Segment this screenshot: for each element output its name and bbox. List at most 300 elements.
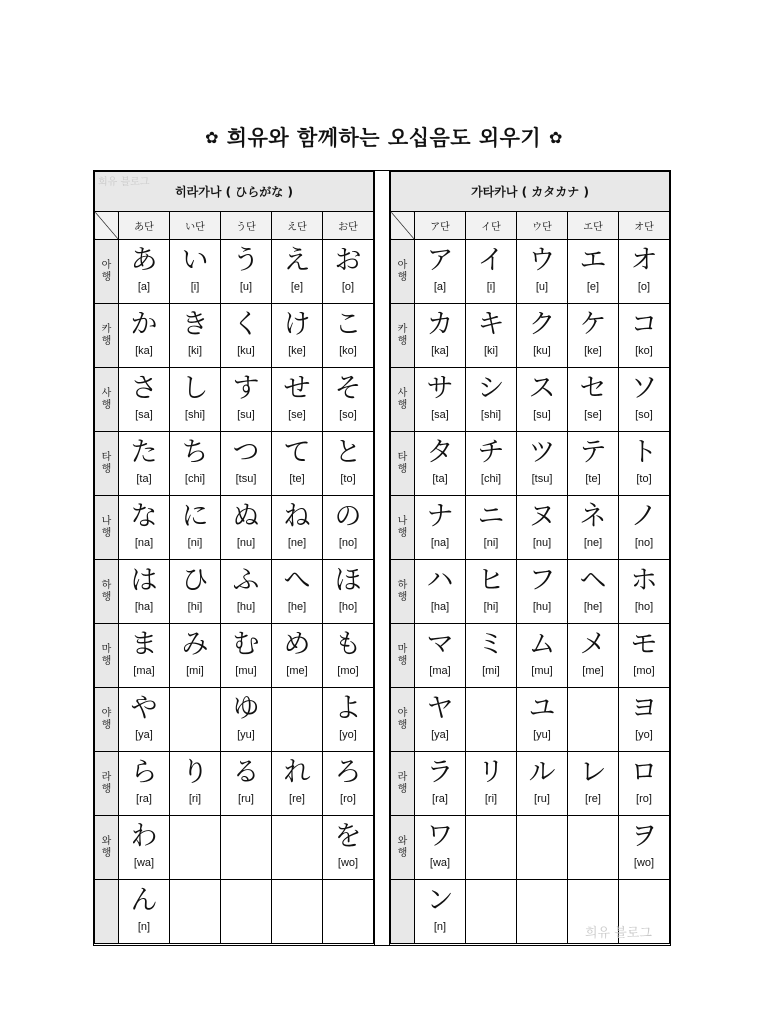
kana-glyph: ル bbox=[528, 757, 556, 788]
hiragana-grid bbox=[94, 171, 374, 944]
kana-glyph: よ bbox=[334, 693, 362, 724]
romanization: [ho] bbox=[634, 601, 654, 613]
kana-cell bbox=[466, 624, 517, 688]
kana-glyph: つ bbox=[232, 437, 260, 468]
row-label bbox=[391, 368, 415, 432]
kana-glyph: め bbox=[283, 629, 311, 660]
row-label-text: 라행 bbox=[397, 771, 408, 795]
kana-glyph: モ bbox=[630, 629, 658, 660]
kana-cell bbox=[119, 624, 170, 688]
kana-glyph: ソ bbox=[630, 373, 658, 404]
row-label-text: 라행 bbox=[101, 771, 112, 795]
romanization: [hu] bbox=[532, 601, 552, 613]
kana-glyph: ア bbox=[426, 245, 454, 276]
kana-cell bbox=[466, 432, 517, 496]
kana-cell bbox=[272, 752, 323, 816]
romanization: [mu] bbox=[235, 665, 257, 677]
column-header: お단 bbox=[323, 212, 374, 240]
column-header: い단 bbox=[170, 212, 221, 240]
romanization: [ka] bbox=[135, 345, 153, 357]
romanization: [ke] bbox=[288, 345, 306, 357]
kana-cell bbox=[568, 496, 619, 560]
kana-glyph bbox=[272, 822, 322, 852]
page-title bbox=[0, 122, 768, 152]
kana-glyph: せ bbox=[283, 373, 311, 404]
kana-glyph bbox=[170, 822, 220, 852]
kana-glyph: そ bbox=[334, 373, 362, 404]
romanization: [ra] bbox=[432, 793, 448, 805]
kana-glyph: ふ bbox=[232, 565, 260, 596]
romanization: [wo] bbox=[633, 857, 655, 869]
romanization: [ko] bbox=[635, 345, 653, 357]
romanization: [su] bbox=[237, 409, 255, 421]
row-label bbox=[95, 368, 119, 432]
row-label bbox=[391, 880, 415, 944]
kana-glyph: の bbox=[334, 501, 362, 532]
kana-cell bbox=[221, 496, 272, 560]
kana-glyph: む bbox=[232, 629, 260, 660]
row-label-text: 야행 bbox=[101, 707, 112, 731]
kana-cell bbox=[323, 752, 374, 816]
romanization: [to] bbox=[340, 473, 356, 485]
kana-glyph: へ bbox=[283, 565, 311, 596]
romanization: [chi] bbox=[184, 473, 206, 485]
kana-cell bbox=[221, 304, 272, 368]
romanization: [a] bbox=[137, 281, 151, 293]
romanization: [ko] bbox=[339, 345, 357, 357]
kana-glyph bbox=[272, 886, 322, 916]
row-label bbox=[95, 304, 119, 368]
table-row bbox=[391, 368, 670, 432]
kana-cell bbox=[221, 816, 272, 880]
corner-cell bbox=[391, 212, 415, 240]
kana-cell bbox=[170, 368, 221, 432]
kana-cell bbox=[415, 432, 466, 496]
romanization: [se] bbox=[584, 409, 602, 421]
romanization: [mi] bbox=[186, 665, 204, 677]
table-row bbox=[391, 688, 670, 752]
kana-cell bbox=[221, 368, 272, 432]
romanization: [u] bbox=[239, 281, 253, 293]
kana-glyph: ラ bbox=[426, 757, 454, 788]
romanization: [te] bbox=[585, 473, 601, 485]
romanization: [ru] bbox=[534, 793, 550, 805]
kana-glyph: さ bbox=[130, 373, 158, 404]
kana-cell bbox=[568, 560, 619, 624]
kana-glyph bbox=[170, 694, 220, 724]
kana-cell bbox=[170, 496, 221, 560]
kana-cell bbox=[415, 752, 466, 816]
kana-cell bbox=[619, 304, 670, 368]
row-label-text: 카행 bbox=[101, 323, 112, 347]
romanization: [mu] bbox=[531, 665, 553, 677]
romanization: [wo] bbox=[337, 857, 359, 869]
kana-glyph: ち bbox=[181, 437, 209, 468]
kana-glyph: ヘ bbox=[579, 565, 607, 596]
row-label-text: 마행 bbox=[397, 643, 408, 667]
kana-glyph: フ bbox=[528, 565, 556, 596]
kana-glyph: ヒ bbox=[477, 565, 505, 596]
romanization: [ku] bbox=[533, 345, 551, 357]
page-title-text: 희유와 함께하는 오십음도 외우기 bbox=[226, 126, 542, 150]
kana-glyph: チ bbox=[477, 437, 505, 468]
row-label bbox=[391, 624, 415, 688]
katakana-grid bbox=[390, 171, 670, 944]
romanization: [n] bbox=[433, 921, 447, 933]
column-header: あ단 bbox=[119, 212, 170, 240]
kana-cell bbox=[272, 688, 323, 752]
kana-glyph bbox=[170, 886, 220, 916]
kana-glyph: と bbox=[334, 437, 362, 468]
kana-glyph: み bbox=[181, 629, 209, 660]
table-row bbox=[391, 624, 670, 688]
row-label-text: 나행 bbox=[101, 515, 112, 539]
kana-glyph: ぬ bbox=[232, 501, 260, 532]
kana-glyph: マ bbox=[426, 629, 454, 660]
romanization: [no] bbox=[338, 537, 358, 549]
romanization: [su] bbox=[533, 409, 551, 421]
kana-glyph: て bbox=[283, 437, 311, 468]
kana-glyph bbox=[221, 822, 271, 852]
table-row bbox=[95, 560, 374, 624]
kana-cell bbox=[272, 240, 323, 304]
kana-cell bbox=[323, 496, 374, 560]
kana-glyph: ヌ bbox=[528, 501, 556, 532]
romanization: [ne] bbox=[287, 537, 307, 549]
kana-cell bbox=[517, 240, 568, 304]
kana-cell bbox=[119, 304, 170, 368]
kana-glyph: ら bbox=[130, 757, 158, 788]
romanization: [no] bbox=[634, 537, 654, 549]
kana-glyph bbox=[272, 694, 322, 724]
kana-cell bbox=[466, 752, 517, 816]
romanization: [ta] bbox=[136, 473, 152, 485]
romanization: [ha] bbox=[430, 601, 450, 613]
kana-cell bbox=[119, 432, 170, 496]
flower-icon: ✿ bbox=[205, 128, 219, 147]
kana-cell bbox=[323, 368, 374, 432]
kana-glyph: ヲ bbox=[630, 821, 658, 852]
kana-glyph: ん bbox=[130, 885, 158, 916]
row-label-text: 사행 bbox=[397, 387, 408, 411]
kana-glyph: ヤ bbox=[426, 693, 454, 724]
romanization: [to] bbox=[636, 473, 652, 485]
row-label bbox=[95, 752, 119, 816]
kana-glyph: や bbox=[130, 693, 158, 724]
kana-glyph: ネ bbox=[579, 501, 607, 532]
row-label bbox=[95, 816, 119, 880]
romanization: [ri] bbox=[188, 793, 202, 805]
table-row bbox=[95, 624, 374, 688]
table-row bbox=[95, 496, 374, 560]
romanization: [re] bbox=[585, 793, 601, 805]
romanization: [na] bbox=[134, 537, 154, 549]
romanization: [ma] bbox=[429, 665, 451, 677]
row-label-text: 야행 bbox=[397, 707, 408, 731]
romanization: [ya] bbox=[431, 729, 449, 741]
kana-glyph: も bbox=[334, 629, 362, 660]
kana-cell bbox=[272, 304, 323, 368]
row-label-text: 하행 bbox=[397, 579, 408, 603]
kana-cell bbox=[517, 688, 568, 752]
row-label-text: 마행 bbox=[101, 643, 112, 667]
kana-cell bbox=[119, 368, 170, 432]
romanization: [yo] bbox=[339, 729, 357, 741]
kana-cell bbox=[170, 560, 221, 624]
kana-cell bbox=[619, 624, 670, 688]
column-header: え단 bbox=[272, 212, 323, 240]
row-label bbox=[391, 688, 415, 752]
watermark-top: 희유 블로그 bbox=[98, 177, 150, 188]
romanization: [na] bbox=[430, 537, 450, 549]
kana-cell bbox=[415, 816, 466, 880]
romanization: [tsu] bbox=[235, 473, 257, 485]
romanization: [sa] bbox=[431, 409, 449, 421]
table-row bbox=[95, 240, 374, 304]
row-label bbox=[391, 432, 415, 496]
romanization: [te] bbox=[289, 473, 305, 485]
kana-cell bbox=[221, 560, 272, 624]
table-row bbox=[391, 496, 670, 560]
row-label bbox=[95, 688, 119, 752]
kana-cell bbox=[568, 432, 619, 496]
kana-cell bbox=[466, 240, 517, 304]
kana-cell bbox=[170, 880, 221, 944]
romanization: [sa] bbox=[135, 409, 153, 421]
romanization: [ha] bbox=[134, 601, 154, 613]
kana-cell bbox=[415, 624, 466, 688]
kana-glyph: ヨ bbox=[630, 693, 658, 724]
kana-glyph: え bbox=[283, 245, 311, 276]
romanization: [e] bbox=[586, 281, 600, 293]
romanization: [mo] bbox=[633, 665, 655, 677]
kana-cell bbox=[323, 624, 374, 688]
kana-glyph: う bbox=[232, 245, 260, 276]
kana-cell bbox=[415, 880, 466, 944]
kana-glyph: ま bbox=[130, 629, 158, 660]
romanization: [ki] bbox=[187, 345, 203, 357]
kana-glyph: き bbox=[181, 309, 209, 340]
kana-glyph bbox=[323, 886, 373, 916]
kana-cell bbox=[272, 816, 323, 880]
kana-cell bbox=[619, 816, 670, 880]
row-label bbox=[391, 304, 415, 368]
row-label bbox=[391, 560, 415, 624]
kana-cell bbox=[415, 304, 466, 368]
romanization: [u] bbox=[535, 281, 549, 293]
kana-cell bbox=[466, 496, 517, 560]
romanization: [ni] bbox=[187, 537, 203, 549]
kana-cell bbox=[517, 880, 568, 944]
kana-glyph: ナ bbox=[426, 501, 454, 532]
row-label bbox=[391, 752, 415, 816]
kana-cell bbox=[517, 816, 568, 880]
kana-cell bbox=[517, 560, 568, 624]
romanization: [se] bbox=[288, 409, 306, 421]
kana-glyph: ほ bbox=[334, 565, 362, 596]
romanization: [ro] bbox=[636, 793, 652, 805]
kana-cell bbox=[119, 240, 170, 304]
kana-glyph: に bbox=[181, 501, 209, 532]
kana-glyph: か bbox=[130, 309, 158, 340]
kana-glyph: ク bbox=[528, 309, 556, 340]
kana-glyph: ス bbox=[528, 373, 556, 404]
kana-glyph bbox=[568, 822, 618, 852]
kana-cell bbox=[119, 752, 170, 816]
flower-icon: ✿ bbox=[549, 128, 563, 147]
kana-glyph: あ bbox=[130, 245, 158, 276]
romanization: [nu] bbox=[532, 537, 552, 549]
kana-glyph: シ bbox=[477, 373, 505, 404]
kana-glyph: お bbox=[334, 245, 362, 276]
romanization: [ro] bbox=[340, 793, 356, 805]
romanization: [wa] bbox=[133, 857, 155, 869]
kana-cell bbox=[221, 688, 272, 752]
romanization: [i] bbox=[190, 281, 200, 293]
table-row bbox=[95, 432, 374, 496]
kana-cell bbox=[517, 432, 568, 496]
kana-cell bbox=[170, 752, 221, 816]
row-label bbox=[391, 496, 415, 560]
romanization: [hi] bbox=[483, 601, 499, 613]
kana-glyph: わ bbox=[130, 821, 158, 852]
table-row bbox=[95, 752, 374, 816]
romanization: [hu] bbox=[236, 601, 256, 613]
row-label bbox=[95, 880, 119, 944]
romanization: [shi] bbox=[184, 409, 206, 421]
column-header: う단 bbox=[221, 212, 272, 240]
romanization: [ri] bbox=[484, 793, 498, 805]
kana-glyph bbox=[619, 886, 669, 916]
table-header: 히라가나 ( ひらがな ) bbox=[95, 172, 374, 212]
kana-glyph: ゆ bbox=[232, 693, 260, 724]
kana-glyph: ホ bbox=[630, 565, 658, 596]
kana-cell bbox=[466, 816, 517, 880]
kana-glyph: ノ bbox=[630, 501, 658, 532]
romanization: [ta] bbox=[432, 473, 448, 485]
romanization: [ni] bbox=[483, 537, 499, 549]
table-row bbox=[391, 816, 670, 880]
kana-glyph: ツ bbox=[528, 437, 556, 468]
romanization: [ru] bbox=[238, 793, 254, 805]
romanization: [ho] bbox=[338, 601, 358, 613]
kana-glyph: を bbox=[334, 821, 362, 852]
kana-cell bbox=[170, 432, 221, 496]
romanization: [ma] bbox=[133, 665, 155, 677]
kana-glyph bbox=[466, 694, 516, 724]
column-header: オ단 bbox=[619, 212, 670, 240]
table-row bbox=[95, 880, 374, 944]
kana-cell bbox=[415, 560, 466, 624]
kana-glyph: ミ bbox=[477, 629, 505, 660]
kana-cell bbox=[415, 240, 466, 304]
romanization: [n] bbox=[137, 921, 151, 933]
kana-glyph: ワ bbox=[426, 821, 454, 852]
kana-glyph: ム bbox=[528, 629, 556, 660]
romanization: [i] bbox=[486, 281, 496, 293]
row-label bbox=[391, 816, 415, 880]
romanization: [mi] bbox=[482, 665, 500, 677]
column-header: ウ단 bbox=[517, 212, 568, 240]
row-label bbox=[95, 240, 119, 304]
kana-glyph: ト bbox=[630, 437, 658, 468]
kana-glyph: な bbox=[130, 501, 158, 532]
kana-cell bbox=[221, 432, 272, 496]
kana-glyph: れ bbox=[283, 757, 311, 788]
kana-cell bbox=[568, 816, 619, 880]
table-row bbox=[391, 432, 670, 496]
table-divider bbox=[374, 171, 390, 945]
column-header-row bbox=[391, 212, 670, 240]
header-row bbox=[391, 172, 670, 212]
kana-cell bbox=[568, 752, 619, 816]
kana-cell bbox=[221, 240, 272, 304]
kana-cell bbox=[466, 880, 517, 944]
kana-glyph: ね bbox=[283, 501, 311, 532]
table-header: 가타카나 ( カタカナ ) bbox=[391, 172, 670, 212]
romanization: [yu] bbox=[533, 729, 551, 741]
kana-glyph bbox=[517, 822, 567, 852]
column-header-row bbox=[95, 212, 374, 240]
romanization: [e] bbox=[290, 281, 304, 293]
kana-cell bbox=[323, 560, 374, 624]
kana-cell bbox=[323, 304, 374, 368]
row-label-text: 나행 bbox=[397, 515, 408, 539]
kana-glyph: メ bbox=[579, 629, 607, 660]
romanization: [me] bbox=[286, 665, 308, 677]
kana-cell bbox=[119, 496, 170, 560]
kana-cell bbox=[323, 432, 374, 496]
row-label-text: 사행 bbox=[101, 387, 112, 411]
kana-cell bbox=[170, 624, 221, 688]
romanization: [yo] bbox=[635, 729, 653, 741]
kana-cell bbox=[119, 880, 170, 944]
table-row bbox=[95, 304, 374, 368]
romanization: [hi] bbox=[187, 601, 203, 613]
kana-cell bbox=[517, 496, 568, 560]
row-label-text: 아행 bbox=[397, 259, 408, 283]
kana-cell bbox=[170, 816, 221, 880]
kana-cell bbox=[568, 304, 619, 368]
kana-cell bbox=[323, 240, 374, 304]
romanization: [so] bbox=[339, 409, 357, 421]
gojuon-chart bbox=[93, 170, 671, 946]
kana-glyph: レ bbox=[579, 757, 607, 788]
column-header: エ단 bbox=[568, 212, 619, 240]
kana-cell bbox=[619, 432, 670, 496]
kana-cell bbox=[119, 688, 170, 752]
kana-cell bbox=[272, 496, 323, 560]
kana-glyph: は bbox=[130, 565, 158, 596]
kana-cell bbox=[415, 496, 466, 560]
kana-glyph: オ bbox=[630, 245, 658, 276]
kana-cell bbox=[272, 368, 323, 432]
table-row bbox=[95, 816, 374, 880]
romanization: [ya] bbox=[135, 729, 153, 741]
kana-cell bbox=[619, 752, 670, 816]
kana-glyph: た bbox=[130, 437, 158, 468]
romanization: [ku] bbox=[237, 345, 255, 357]
kana-glyph: キ bbox=[477, 309, 505, 340]
katakana-table bbox=[390, 171, 670, 945]
kana-glyph: ニ bbox=[477, 501, 505, 532]
kana-glyph: エ bbox=[579, 245, 607, 276]
column-header: イ단 bbox=[466, 212, 517, 240]
row-label bbox=[95, 432, 119, 496]
kana-glyph: し bbox=[181, 373, 209, 404]
row-label-text: 타행 bbox=[397, 451, 408, 475]
romanization: [ke] bbox=[584, 345, 602, 357]
